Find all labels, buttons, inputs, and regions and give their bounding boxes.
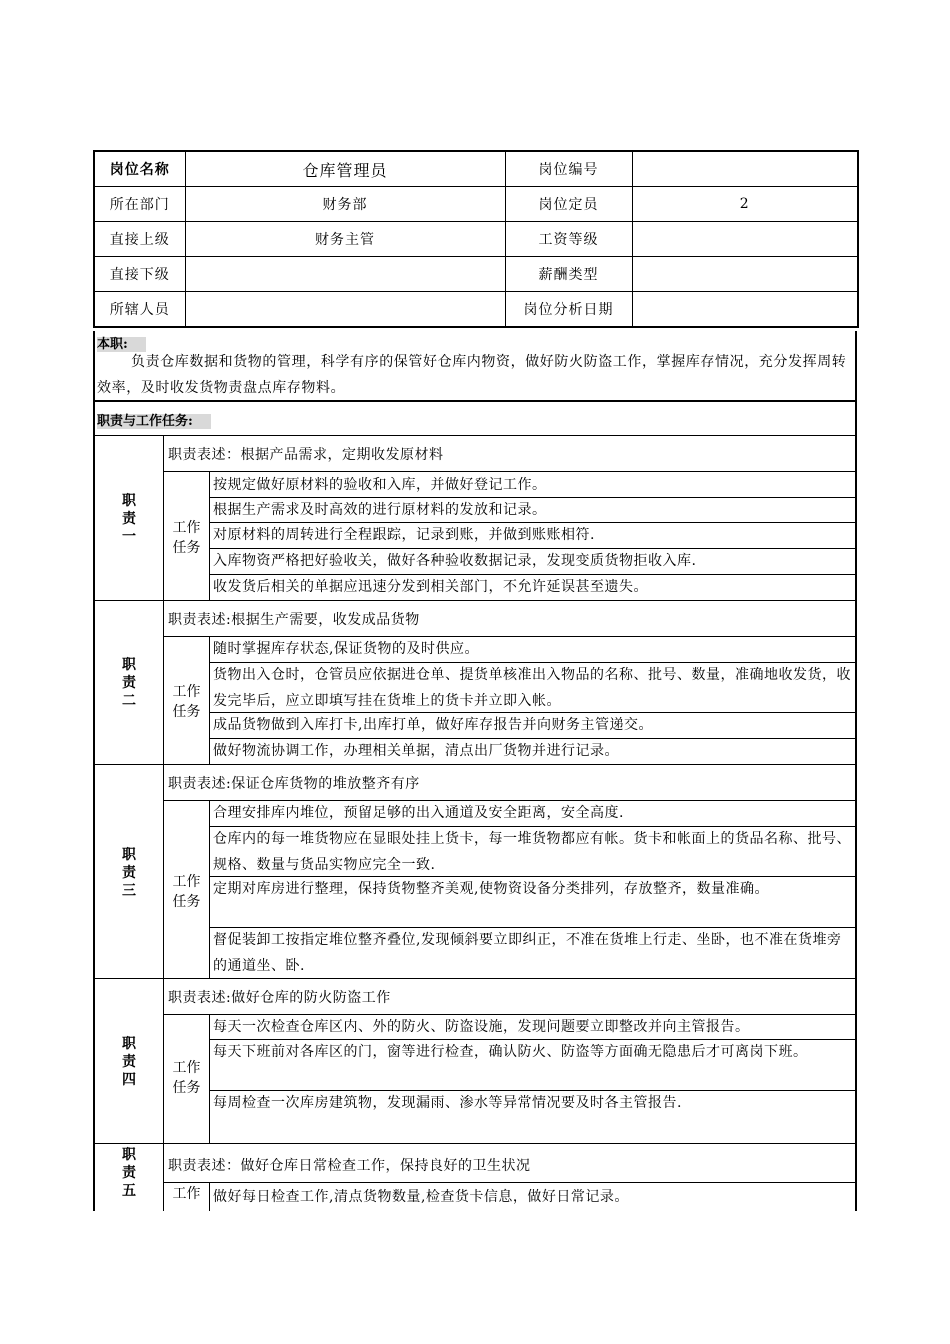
work-task-label: 工作 任务 xyxy=(172,684,201,720)
duty-desc-2: 职责表述:根据生产需要，收发成品货物 xyxy=(168,612,420,628)
info-row-staff xyxy=(94,292,858,328)
duty-label-char: 职 xyxy=(122,847,136,863)
info-row-position-name xyxy=(94,151,858,187)
task-3-3: 定期对库房进行整理，保持货物整齐美观,使物资设备分类排列，存放整齐，数量准确。 xyxy=(213,881,769,897)
task-3-2: 仓库内的每一堆货物应在显眼处挂上货卡，每一堆货物都应有帐。货卡和帐面上的货品名称、批号、规格、数量与货品实物应完全一致. xyxy=(213,831,851,873)
info-row-subordinate xyxy=(94,257,858,292)
department-value: 财务部 xyxy=(185,187,505,222)
task-2-1: 随时掌握库存状态,保证货物的及时供应。 xyxy=(213,641,479,657)
pay-type-value xyxy=(632,257,858,292)
task-1-5: 收发货后相关的单据应迅速分发到相关部门，不允许延误甚至遗失。 xyxy=(213,579,648,595)
position-name-label: 岗位名称 xyxy=(94,151,185,187)
task-1-4: 入库物资严格把好验收关，做好各种验收数据记录，发现变质货物拒收入库. xyxy=(213,553,697,569)
work-task-label-short: 工作 xyxy=(172,1186,201,1202)
duty-label-char: 三 xyxy=(122,883,136,899)
subordinate-value xyxy=(185,257,505,292)
work-column-line xyxy=(209,1182,210,1211)
salary-grade-label: 工资等级 xyxy=(505,222,632,257)
duty-label-char: 一 xyxy=(122,529,136,545)
duty-desc-1: 职责表述：根据产品需求，定期收发原材料 xyxy=(168,447,444,463)
summary-text: 负责仓库数据和货物的管理，科学有序的保管好仓库内物资，做好防火防盗工作，掌握库存情况，充分发挥周转效率，及时收发货物责盘点库存物料。 xyxy=(97,354,847,396)
duty-label-4 xyxy=(95,1035,163,1089)
task-4-2: 每天下班前对各库区的门，窗等进行检查，确认防火、防盗等方面确无隐患后才可离岗下班。 xyxy=(213,1044,808,1060)
staff-value xyxy=(185,292,505,328)
staff-label: 所辖人员 xyxy=(94,292,185,328)
duty-label-char: 责 xyxy=(122,675,136,691)
task-1-3: 对原材料的周转进行全程跟踪，记录到账，并做到账账相符. xyxy=(213,527,595,543)
work-column-line xyxy=(209,471,210,600)
divider xyxy=(93,435,857,436)
duty-label-char: 责 xyxy=(122,865,136,881)
analysis-date-label: 岗位分析日期 xyxy=(505,292,632,328)
supervisor-value: 财务主管 xyxy=(185,222,505,257)
duty-label-1 xyxy=(95,492,163,546)
task-2-3: 成品货物做到入库打卡,出库打单，做好库存报告并向财务主管递交。 xyxy=(213,717,653,733)
duty-label-char: 四 xyxy=(122,1072,136,1088)
duty-label-char: 责 xyxy=(122,1165,136,1181)
task-4-1: 每天一次检查仓库区内、外的防火、防盗设施，发现问题要立即整改并向主管报告。 xyxy=(213,1019,750,1035)
info-row-department xyxy=(94,187,858,222)
work-column-line xyxy=(209,1014,210,1143)
supervisor-label: 直接上级 xyxy=(94,222,185,257)
duty-label-char: 责 xyxy=(122,511,136,527)
duty-desc-4: 职责表述:做好仓库的防火防盗工作 xyxy=(168,990,391,1006)
position-info-table xyxy=(93,150,859,328)
duties-title: 职责与工作任务: xyxy=(97,410,211,429)
duty-divider xyxy=(93,1143,857,1144)
duty-label-char: 职 xyxy=(122,1147,136,1163)
duty-label-char: 职 xyxy=(122,1036,136,1052)
task-2-4: 做好物流协调工作，办理相关单据，清点出厂货物并进行记录。 xyxy=(213,743,619,759)
info-row-supervisor xyxy=(94,222,858,257)
duty-label-char: 职 xyxy=(122,493,136,509)
duty-label-char: 责 xyxy=(122,1054,136,1070)
duty-divider xyxy=(93,764,857,765)
duty-label-5 xyxy=(95,1146,163,1200)
headcount-value: 2 xyxy=(632,187,858,222)
duty-desc-5: 职责表述：做好仓库日常检查工作，保持良好的卫生状况 xyxy=(168,1158,531,1174)
salary-grade-value xyxy=(632,222,858,257)
pay-type-label: 薪酬类型 xyxy=(505,257,632,292)
subordinate-label: 直接下级 xyxy=(94,257,185,292)
task-3-4: 督促装卸工按指定堆位整齐叠位,发现倾斜要立即纠正，不准在货堆上行走、坐卧，也不准在货堆旁的通道坐、卧. xyxy=(213,932,842,974)
duty-divider xyxy=(93,600,857,601)
task-5-1: 做好每日检查工作,清点货物数量,检查货卡信息，做好日常记录。 xyxy=(213,1189,629,1205)
analysis-date-value xyxy=(632,292,858,328)
work-task-label: 工作 任务 xyxy=(172,874,201,910)
summary-title: 本职: xyxy=(97,333,146,352)
department-label: 所在部门 xyxy=(94,187,185,222)
duty-label-3 xyxy=(95,846,163,900)
duty-divider xyxy=(93,978,857,979)
position-number-label: 岗位编号 xyxy=(505,151,632,187)
position-number-value xyxy=(632,151,858,187)
duty-label-2 xyxy=(95,656,163,710)
work-task-label: 工作 任务 xyxy=(172,1060,201,1096)
duty-desc-3: 职责表述:保证仓库货物的堆放整齐有序 xyxy=(168,776,420,792)
task-4-3: 每周检查一次库房建筑物，发现漏雨、渗水等异常情况要及时各主管报告. xyxy=(213,1095,682,1111)
duty-label-char: 五 xyxy=(122,1183,136,1199)
task-2-2: 货物出入仓时，仓管员应依据进仓单、提货单核准出入物品的名称、批号、数量，准确地收发货，收发完毕后，应立即填写挂在货堆上的货卡并立即入帐。 xyxy=(213,667,851,709)
task-1-1: 按规定做好原材料的验收和入库，并做好登记工作。 xyxy=(213,477,547,493)
headcount-label: 岗位定员 xyxy=(505,187,632,222)
work-task-label: 工作 任务 xyxy=(172,520,201,556)
divider xyxy=(93,400,857,402)
task-3-1: 合理安排库内堆位，预留足够的出入通道及安全距离，安全高度. xyxy=(213,805,624,821)
work-column-line xyxy=(209,636,210,764)
duty-label-char: 职 xyxy=(122,657,136,673)
duty-label-char: 二 xyxy=(122,693,136,709)
row-divider xyxy=(163,1182,857,1183)
position-name-value: 仓库管理员 xyxy=(185,151,505,187)
task-1-2: 根据生产需求及时高效的进行原材料的发放和记录。 xyxy=(213,502,547,518)
